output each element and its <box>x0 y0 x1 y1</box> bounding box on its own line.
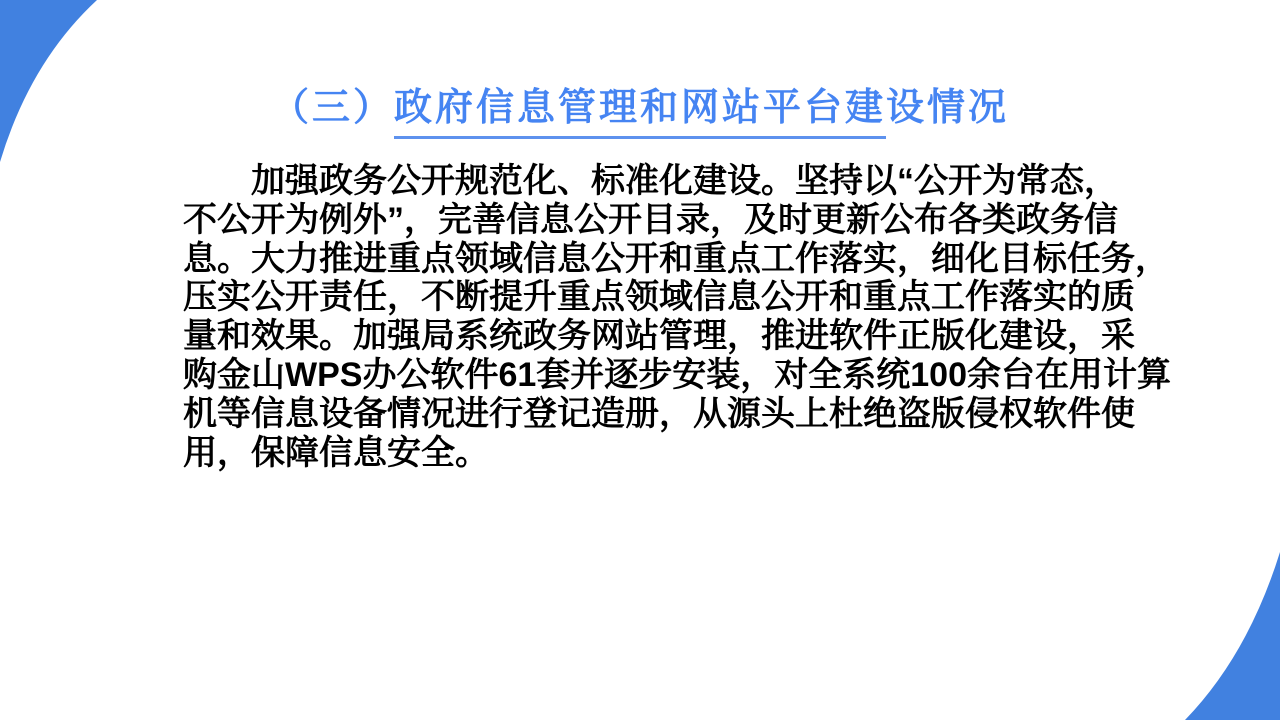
title-prefix: （三） <box>270 87 394 129</box>
body-line: 用，保障信息安全。 <box>183 433 489 472</box>
body-paragraph <box>183 162 1171 472</box>
title-suffix: 设情况 <box>886 87 1010 129</box>
body-line: 加强政务公开规范化、标准化建设。坚持以“公开为常态， <box>251 162 1118 200</box>
title-underlined-text: 政府信息管理和网站平台建 <box>394 87 886 139</box>
body-line: 购金山WPS办公软件61套并逐步安装，对全系统100余台在用计算 <box>183 355 1171 394</box>
slide-title <box>0 76 1280 131</box>
bottom-right-curve-decoration <box>1185 552 1280 720</box>
body-line: 不公开为例外”，完善信息公开目录，及时更新公布各类政务信 <box>183 200 1118 239</box>
body-line: 息。大力推进重点领域信息公开和重点工作落实，细化目标任务， <box>183 239 1169 278</box>
body-line: 量和效果。加强局系统政务网站管理，推进软件正版化建设，采 <box>183 317 1135 356</box>
body-line: 机等信息设备情况进行登记造册，从源头上杜绝盗版侵权软件使 <box>183 394 1135 433</box>
body-line: 压实公开责任，不断提升重点领域信息公开和重点工作落实的质 <box>183 278 1135 317</box>
